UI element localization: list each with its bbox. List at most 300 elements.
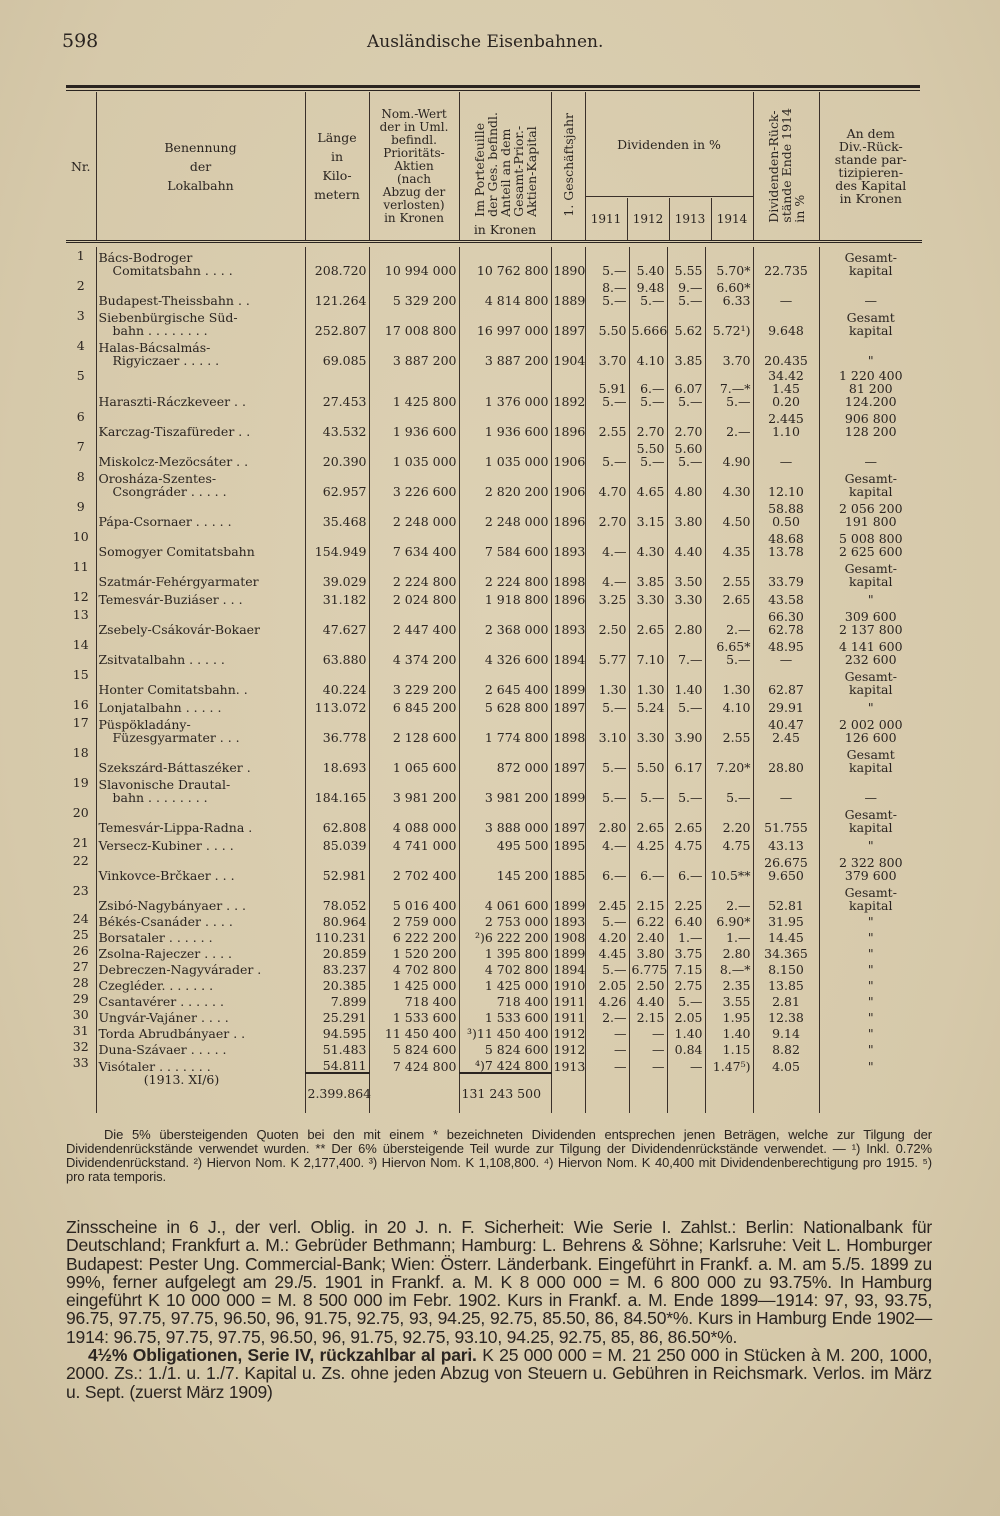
table-row <box>66 247 922 277</box>
dividend-1914: 4.90 <box>705 438 753 468</box>
table-row <box>66 928 922 944</box>
participating-capital: " <box>819 1008 922 1024</box>
participating-capital: Gesamt- kapital <box>819 804 922 834</box>
row-number: 33 <box>72 1055 89 1070</box>
length-km: 39.029 <box>305 558 369 588</box>
dividend-arrears: 29.91 <box>753 696 819 714</box>
col-length: Länge in Kilo- metern <box>305 92 369 242</box>
dividend-1911: 4.— <box>585 558 629 588</box>
row-number: 28 <box>72 975 89 990</box>
nominal-value: 3 226 600 <box>369 468 459 498</box>
table-row <box>66 337 922 367</box>
nominal-value: 4 374 200 <box>369 636 459 666</box>
row-number: 29 <box>72 991 89 1006</box>
participating-capital: Gesamt- kapital <box>819 247 922 277</box>
dividend-1913: 3.85 <box>667 337 705 367</box>
railway-name: Pápa-Csornaer . . . . . <box>96 498 305 528</box>
first-year: 1913 <box>551 1056 585 1073</box>
table-row <box>66 774 922 804</box>
dividend-arrears: 48.68 13.78 <box>753 528 819 558</box>
first-year: 1893 <box>551 606 585 636</box>
dividend-1912: 9.48 5.— <box>629 277 667 307</box>
nominal-value: 4 702 800 <box>369 960 459 976</box>
dividend-arrears: 28.80 <box>753 744 819 774</box>
dividend-1912: 6.775 <box>629 960 667 976</box>
first-year: 1889 <box>551 277 585 307</box>
table-row <box>66 960 922 976</box>
row-number: 5 <box>76 368 85 383</box>
dividend-1914: 4.30 <box>705 468 753 498</box>
length-km: 62.808 <box>305 804 369 834</box>
dividend-arrears: — <box>753 438 819 468</box>
railway-name: Zsebely-Csákovár-Bokaer <box>96 606 305 636</box>
railway-name: Miskolcz-Mezöcsáter . . <box>96 438 305 468</box>
dividend-1914: 3.70 <box>705 337 753 367</box>
railway-name: Zsibó-Nagybányaer . . . <box>96 882 305 912</box>
dividend-1913: 4.80 <box>667 468 705 498</box>
railway-name: Slavonische Drautal- bahn . . . . . . . . <box>96 774 305 804</box>
participating-capital: 2 322 800 379 600 <box>819 852 922 882</box>
row-number: 31 <box>72 1023 89 1038</box>
railway-name: Ungvár-Vajáner . . . . <box>96 1008 305 1024</box>
dividend-1914: 2.20 <box>705 804 753 834</box>
dividend-1914: 6.60* 6.33 <box>705 277 753 307</box>
dividend-arrears: 62.87 <box>753 666 819 696</box>
row-number: 7 <box>76 439 85 454</box>
table-row <box>66 1024 922 1040</box>
top-rule <box>66 85 920 88</box>
participating-capital: " <box>819 976 922 992</box>
dividend-1912: 3.85 <box>629 558 667 588</box>
participating-capital: " <box>819 992 922 1008</box>
row-number: 18 <box>72 745 89 760</box>
participating-capital: Gesamt- kapital <box>819 558 922 588</box>
length-km: 27.453 <box>305 367 369 408</box>
table-row <box>66 944 922 960</box>
railway-table <box>66 92 922 1113</box>
row-number: 15 <box>72 667 89 682</box>
dividend-1914: 6.90* <box>705 912 753 928</box>
dividend-1912: 2.65 <box>629 804 667 834</box>
dividend-1914: 2.— <box>705 882 753 912</box>
dividend-1912: 5.24 <box>629 696 667 714</box>
railway-name: Zsolna-Rajeczer . . . . <box>96 944 305 960</box>
dividend-arrears: 34.42 1.45 0.20 <box>753 367 819 408</box>
dividend-1914: 4.75 <box>705 834 753 852</box>
dividend-1914: 7.20* <box>705 744 753 774</box>
railway-name: Püspökladány- Füzesgyarmater . . . <box>96 714 305 744</box>
nominal-value: 3 981 200 <box>369 774 459 804</box>
dividend-arrears: 66.30 62.78 <box>753 606 819 636</box>
table-row <box>66 666 922 696</box>
nominal-value: 718 400 <box>369 992 459 1008</box>
first-year: 1895 <box>551 834 585 852</box>
nominal-value: 5 016 400 <box>369 882 459 912</box>
dividend-1911: 2.70 <box>585 498 629 528</box>
dividend-1914: 8.—* <box>705 960 753 976</box>
nominal-value: 1 425 800 <box>369 367 459 408</box>
railway-name: Zsitvatalbahn . . . . . <box>96 636 305 666</box>
first-year: 1904 <box>551 337 585 367</box>
first-year: 1896 <box>551 588 585 606</box>
table-row <box>66 744 922 774</box>
dividend-1913: 7.15 <box>667 960 705 976</box>
row-number: 30 <box>72 1007 89 1022</box>
dividend-1912: 5.— <box>629 774 667 804</box>
dividend-1911: 6.— <box>585 852 629 882</box>
row-number: 8 <box>76 469 85 484</box>
dividend-1911: — <box>585 1024 629 1040</box>
dividend-1914: 4.50 <box>705 498 753 528</box>
railway-name: Somogyer Comitatsbahn <box>96 528 305 558</box>
dividend-1913: 2.05 <box>667 1008 705 1024</box>
railway-name: Szekszárd-Báttaszéker . <box>96 744 305 774</box>
length-km: 20.390 <box>305 438 369 468</box>
length-km: 25.291 <box>305 1008 369 1024</box>
dividend-1914: 2.80 <box>705 944 753 960</box>
total-length: 2.399.864 <box>305 1073 369 1113</box>
first-year: 1885 <box>551 852 585 882</box>
dividend-1914: 2.— <box>705 408 753 438</box>
dividend-arrears: 14.45 <box>753 928 819 944</box>
row-number: 13 <box>72 607 89 622</box>
dividend-arrears: 9.14 <box>753 1024 819 1040</box>
row-number: 23 <box>72 883 89 898</box>
length-km: 110.231 <box>305 928 369 944</box>
participating-capital: " <box>819 928 922 944</box>
participating-capital: 2 056 200 191 800 <box>819 498 922 528</box>
participating-capital: " <box>819 834 922 852</box>
dividend-1912: 5.50 5.— <box>629 438 667 468</box>
nominal-value: 1 533 600 <box>369 1008 459 1024</box>
participating-capital: 4 141 600 232 600 <box>819 636 922 666</box>
nominal-value: 4 741 000 <box>369 834 459 852</box>
participating-capital: " <box>819 1056 922 1073</box>
dividend-1914: 2.55 <box>705 714 753 744</box>
col-portfolio: Im Portefeuille der Ges. befindl. Anteil an dem Gesamt-Prior.- Aktien-Kapital in Kronen <box>459 92 551 242</box>
dividend-1913: 6.— <box>667 852 705 882</box>
row-number: 19 <box>72 775 89 790</box>
table-row <box>66 498 922 528</box>
dividend-1913: 4.75 <box>667 834 705 852</box>
portfolio-share: 1 774 800 <box>459 714 551 744</box>
participating-capital: " <box>819 912 922 928</box>
participating-capital: " <box>819 1024 922 1040</box>
participating-capital: 5 008 800 2 625 600 <box>819 528 922 558</box>
dividend-1911: 2.55 <box>585 408 629 438</box>
nominal-value: 6 845 200 <box>369 696 459 714</box>
dividend-1914: 5.70* <box>705 247 753 277</box>
paragraph-interest: Zinsscheine in 6 J., der verl. Oblig. in 20 J. n. F. Sicherheit: Wie Serie I. Zahlst.: Berlin: Nationalbank für Deutschland; Frankfurt a. M.: Gebrüder Bethmann; Hamburg: L. Behrens & Söhne; Karlsruhe: Veit L. Homburger Budapest: Pester Ung. Commercial-Bank; Wien: Österr. Länderbank. Eingeführt in Frankf. a. M. am 5./5. 1899 zu 99%, ferner aufgelegt am 29./5. 1901 in Frankf. a. M. K 8 000 000 = M. 6 800 000 zu 93.75%. In Hamburg eingeführt K 10 000 000 = M. 8 500 000 im Febr. 1902. Kurs in Frankf. a. M. Ende 1899—1914: 97, 93, 93.75, 96.75, 97.75, 97.75, 96.50, 96, 91.75, 92.75, 93, 94.25, 92.75, 85.50, 86, 84.50*%. Kurs in Hamburg Ende 1902—1914: 96.75, 97.75, 97.75, 96.50, 96, 91.75, 92.75, 93.10, 94.25, 92.75, 85, 86, 86.50*%. <box>66 1217 932 1347</box>
dividend-1912: 2.15 <box>629 882 667 912</box>
participating-capital: Gesamt- kapital <box>819 882 922 912</box>
length-km: 113.072 <box>305 696 369 714</box>
portfolio-share: 3 981 200 <box>459 774 551 804</box>
row-number: 27 <box>72 959 89 974</box>
first-year: 1890 <box>551 247 585 277</box>
dividend-1912: 5.666 <box>629 307 667 337</box>
first-year: 1899 <box>551 944 585 960</box>
length-km: 18.693 <box>305 744 369 774</box>
nominal-value: 7 424 800 <box>369 1056 459 1073</box>
dividend-1914: 2.35 <box>705 976 753 992</box>
railway-name: Csantavérer . . . . . . <box>96 992 305 1008</box>
dividend-1911: 4.70 <box>585 468 629 498</box>
portfolio-share: 1 035 000 <box>459 438 551 468</box>
dividend-1911: 5.50 <box>585 307 629 337</box>
col-participating: An dem Div.-Rück- stande par- tizipieren- des Kapital in Kronen <box>819 92 922 242</box>
dividend-arrears: 52.81 <box>753 882 819 912</box>
row-number: 11 <box>72 559 89 574</box>
table-row <box>66 834 922 852</box>
participating-capital: " <box>819 944 922 960</box>
dividend-1911: 5.— <box>585 912 629 928</box>
dividend-1911: 3.10 <box>585 714 629 744</box>
first-year: 1897 <box>551 744 585 774</box>
participating-capital: 2 002 000 126 600 <box>819 714 922 744</box>
dividend-1911: 2.45 <box>585 882 629 912</box>
dividend-1911: 4.26 <box>585 992 629 1008</box>
railway-name: Temesvár-Lippa-Radna . <box>96 804 305 834</box>
dividend-1913: 1.— <box>667 928 705 944</box>
dividend-1912: 6.— 5.— <box>629 367 667 408</box>
dividend-1912: 3.15 <box>629 498 667 528</box>
dividend-arrears: — <box>753 277 819 307</box>
dividend-1912: 2.15 <box>629 1008 667 1024</box>
participating-capital: 309 600 2 137 800 <box>819 606 922 636</box>
dividend-1913: 0.84 <box>667 1040 705 1056</box>
col-nominal: Nom.-Wert der in Uml. befindl. Prioritäts- Aktien (nach Abzug der verlosten) in Kronen <box>369 92 459 242</box>
nominal-value: 2 128 600 <box>369 714 459 744</box>
nominal-value: 1 065 600 <box>369 744 459 774</box>
first-year: 1898 <box>551 714 585 744</box>
dividend-1912: 2.65 <box>629 606 667 636</box>
railway-name: Haraszti-Ráczkeveer . . <box>96 367 305 408</box>
dividend-1912: 3.30 <box>629 588 667 606</box>
dividend-1912: — <box>629 1040 667 1056</box>
dividend-1913: 5.55 <box>667 247 705 277</box>
table-row <box>66 468 922 498</box>
first-year: 1894 <box>551 960 585 976</box>
length-km: 36.778 <box>305 714 369 744</box>
length-km: 252.807 <box>305 307 369 337</box>
dividend-1914: 4.35 <box>705 528 753 558</box>
nominal-value: 11 450 400 <box>369 1024 459 1040</box>
row-number: 4 <box>76 338 85 353</box>
top-rule-thin <box>66 90 920 91</box>
length-km: 83.237 <box>305 960 369 976</box>
first-year: 1897 <box>551 804 585 834</box>
portfolio-share: ⁴)7 424 800 <box>459 1056 551 1073</box>
length-km: 43.532 <box>305 408 369 438</box>
page-header <box>62 30 922 60</box>
dividend-1912: 7.10 <box>629 636 667 666</box>
dividend-arrears: 12.38 <box>753 1008 819 1024</box>
table-row <box>66 528 922 558</box>
length-km: 62.957 <box>305 468 369 498</box>
dividend-1912: 4.25 <box>629 834 667 852</box>
dividend-1911: 4.— <box>585 834 629 852</box>
dividend-1913: 3.80 <box>667 498 705 528</box>
table-row <box>66 714 922 744</box>
dividend-1911: 5.— <box>585 696 629 714</box>
length-km: 54.811 <box>305 1056 369 1073</box>
nominal-value: 5 824 600 <box>369 1040 459 1056</box>
dividend-1911: 5.— <box>585 744 629 774</box>
first-year: 1893 <box>551 912 585 928</box>
portfolio-share: ³)11 450 400 <box>459 1024 551 1040</box>
nominal-value: 4 088 000 <box>369 804 459 834</box>
dividend-1914: 5.— <box>705 774 753 804</box>
dividend-arrears: 12.10 <box>753 468 819 498</box>
railway-name: Duna-Szávaer . . . . . <box>96 1040 305 1056</box>
year-1914: 1914 <box>711 198 753 240</box>
table-row <box>66 307 922 337</box>
first-year: 1911 <box>551 1008 585 1024</box>
participating-capital: 906 800 128 200 <box>819 408 922 438</box>
dividend-1914: 2.55 <box>705 558 753 588</box>
dividend-1912: 3.80 <box>629 944 667 960</box>
row-number: 32 <box>72 1039 89 1054</box>
portfolio-share: 4 326 600 <box>459 636 551 666</box>
first-year: 1899 <box>551 774 585 804</box>
first-year: 1912 <box>551 1040 585 1056</box>
dividend-arrears: 48.95 — <box>753 636 819 666</box>
row-number: 10 <box>72 529 89 544</box>
dividend-1913: 3.75 <box>667 944 705 960</box>
col-name: Benennung der Lokalbahn <box>96 92 305 242</box>
dividend-arrears: — <box>753 774 819 804</box>
dividend-1913: 2.70 <box>667 408 705 438</box>
dividend-arrears: 34.365 <box>753 944 819 960</box>
dividend-1912: 1.30 <box>629 666 667 696</box>
length-km: 154.949 <box>305 528 369 558</box>
participating-capital: Gesamt kapital <box>819 307 922 337</box>
nominal-value: 1 936 600 <box>369 408 459 438</box>
railway-name: Czegléder. . . . . . . <box>96 976 305 992</box>
portfolio-share: 718 400 <box>459 992 551 1008</box>
dividend-1911: 4.— <box>585 528 629 558</box>
row-number: 14 <box>72 637 89 652</box>
dividend-arrears: 43.13 <box>753 834 819 852</box>
dividend-arrears: 9.648 <box>753 307 819 337</box>
dividend-1911: — <box>585 1056 629 1073</box>
dividends-label: Dividenden in % <box>586 92 753 197</box>
dividend-1912: 5.50 <box>629 744 667 774</box>
dividend-1911: 3.25 <box>585 588 629 606</box>
length-km: 69.085 <box>305 337 369 367</box>
dividend-1912: — <box>629 1024 667 1040</box>
dividend-1913: 2.80 <box>667 606 705 636</box>
dividend-arrears: 51.755 <box>753 804 819 834</box>
nominal-value: 2 702 400 <box>369 852 459 882</box>
dividend-1913: 2.25 <box>667 882 705 912</box>
railway-name: Békés-Csanáder . . . . <box>96 912 305 928</box>
length-km: 20.859 <box>305 944 369 960</box>
participating-capital: Gesamt kapital <box>819 744 922 774</box>
row-number: 1 <box>76 248 85 263</box>
portfolio-share: 4 061 600 <box>459 882 551 912</box>
portfolio-share: 872 000 <box>459 744 551 774</box>
portfolio-share: 1 533 600 <box>459 1008 551 1024</box>
table-header <box>66 92 922 242</box>
railway-name: Karczag-Tiszafüreder . . <box>96 408 305 438</box>
dividend-1912: 4.10 <box>629 337 667 367</box>
portfolio-share: 2 224 800 <box>459 558 551 588</box>
dividend-1913: 3.90 <box>667 714 705 744</box>
table-row <box>66 696 922 714</box>
dividend-arrears: 58.88 0.50 <box>753 498 819 528</box>
dividend-1911: 5.— <box>585 438 629 468</box>
row-number: 24 <box>72 911 89 926</box>
dividend-arrears: 31.95 <box>753 912 819 928</box>
table-row <box>66 636 922 666</box>
table-row <box>66 367 922 408</box>
first-year: 1892 <box>551 367 585 408</box>
first-year: 1899 <box>551 666 585 696</box>
dividend-arrears: 33.79 <box>753 558 819 588</box>
dividend-1913: 6.40 <box>667 912 705 928</box>
dividend-1912: 5.40 <box>629 247 667 277</box>
dividend-1911: 2.— <box>585 1008 629 1024</box>
dividend-1913: 5.— <box>667 774 705 804</box>
table-row <box>66 606 922 636</box>
portfolio-share: 1 936 600 <box>459 408 551 438</box>
dividend-1911: 4.45 <box>585 944 629 960</box>
portfolio-share: 2 368 000 <box>459 606 551 636</box>
portfolio-share: 1 395 800 <box>459 944 551 960</box>
dividend-1911: 2.50 <box>585 606 629 636</box>
dividend-1913: 5.— <box>667 992 705 1008</box>
portfolio-share: 10 762 800 <box>459 247 551 277</box>
railway-name: Torda Abrudbányaer . . <box>96 1024 305 1040</box>
first-year: 1894 <box>551 636 585 666</box>
portfolio-share: 145 200 <box>459 852 551 882</box>
length-km: 51.483 <box>305 1040 369 1056</box>
dividend-1914: 10.5** <box>705 852 753 882</box>
participating-capital: Gesamt- kapital <box>819 666 922 696</box>
nominal-value: 10 994 000 <box>369 247 459 277</box>
dividend-1913: 2.65 <box>667 804 705 834</box>
dividend-1914: 2.— <box>705 606 753 636</box>
first-year: 1897 <box>551 696 585 714</box>
length-km: 31.182 <box>305 588 369 606</box>
dividend-1914: 1.95 <box>705 1008 753 1024</box>
dividend-1913: 3.50 <box>667 558 705 588</box>
participating-capital: " <box>819 588 922 606</box>
length-km: 80.964 <box>305 912 369 928</box>
portfolio-share: 2 820 200 <box>459 468 551 498</box>
dividend-1914: 2.65 <box>705 588 753 606</box>
length-km: 20.385 <box>305 976 369 992</box>
year-1912: 1912 <box>627 198 669 240</box>
total-note: (1913. XI/6) <box>96 1073 305 1113</box>
railway-name: Visótaler . . . . . . . <box>96 1056 305 1073</box>
dividend-1913: — <box>667 1056 705 1073</box>
portfolio-share: ²)6 222 200 <box>459 928 551 944</box>
total-portfolio: 131 243 500 <box>459 1073 551 1113</box>
dividend-1913: 9.— 5.— <box>667 277 705 307</box>
dividend-1911: 4.20 <box>585 928 629 944</box>
table-row <box>66 882 922 912</box>
dividend-arrears: 26.675 9.650 <box>753 852 819 882</box>
length-km: 7.899 <box>305 992 369 1008</box>
nominal-value: 1 520 200 <box>369 944 459 960</box>
portfolio-share: 3 887 200 <box>459 337 551 367</box>
dividend-1912: 6.22 <box>629 912 667 928</box>
dividend-1911: 5.— <box>585 960 629 976</box>
length-km: 47.627 <box>305 606 369 636</box>
